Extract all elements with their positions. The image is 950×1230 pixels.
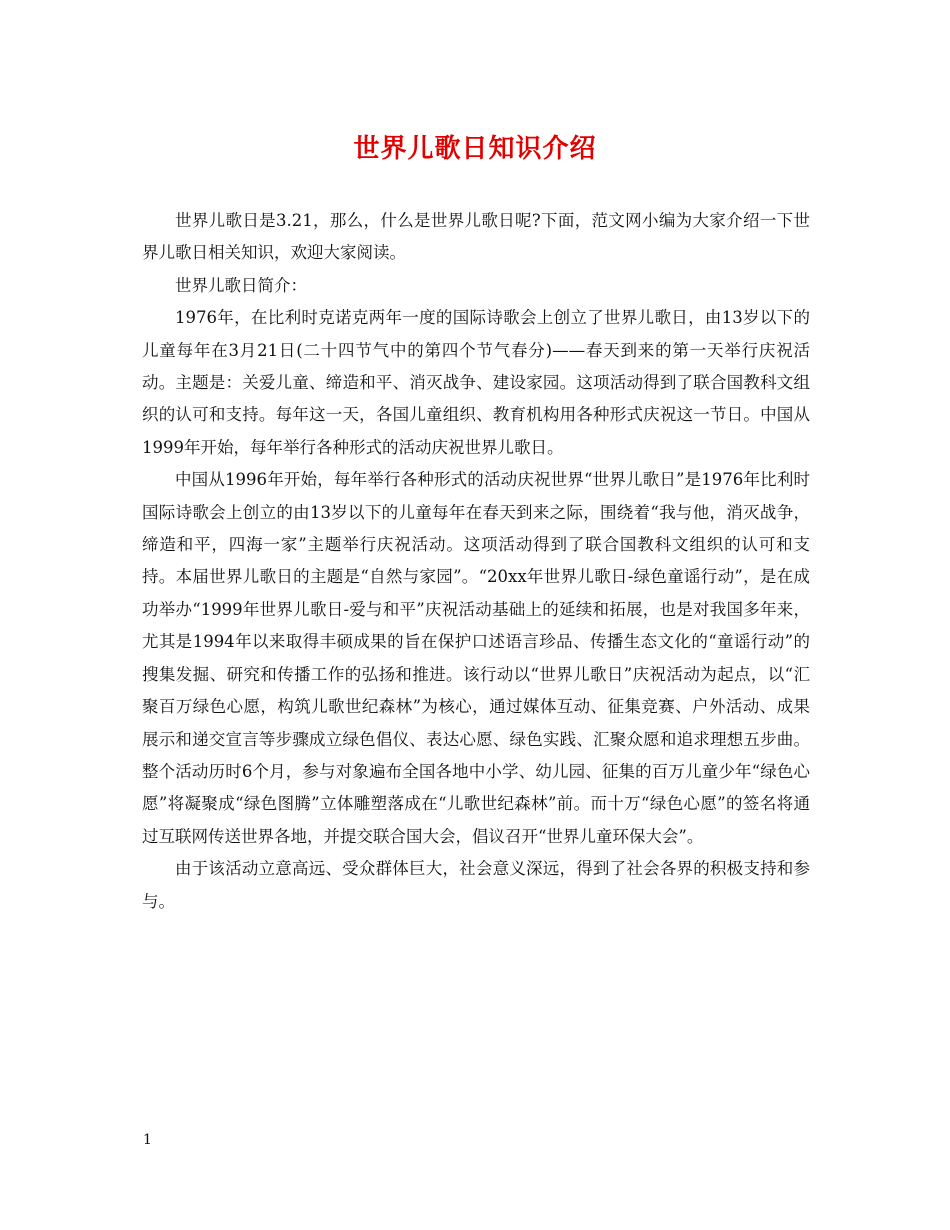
document-body xyxy=(142,205,810,918)
document-title: 世界儿歌日知识介绍 xyxy=(353,134,597,164)
paragraph-conclusion: 由于该活动立意高远、受众群体巨大，社会意义深远，得到了社会各界的积极支持和参与。 xyxy=(142,859,810,911)
paragraph-intro: 世界儿歌日是3.21，那么，什么是世界儿歌日呢?下面，范文网小编为大家介绍一下世界儿歌日相关知识，欢迎大家阅读。 xyxy=(142,211,810,263)
paragraph-history: 1976年，在比利时克诺克两年一度的国际诗歌会上创立了世界儿歌日，由13岁以下的儿童每年在3月21日(二十四节气中的第四个节气春分)——春天到来的第一天举行庆祝活动。主题是：关爱儿童、缔造和平、消灭战争、建设家园。这项活动得到了联合国教科文组织的认可和支持。每年这一天，各国儿童组织、教育机构用各种形式庆祝这一节日。中国从1999年开始，每年举行各种形式的活动庆祝世界儿歌日。 xyxy=(142,308,810,457)
paragraph-heading-summary: 世界儿歌日简介： xyxy=(175,275,307,295)
page-number: 1 xyxy=(143,1132,152,1148)
paragraph-china-activities: 中国从1996年开始，每年举行各种形式的活动庆祝世界“世界儿歌日”是1976年比利时国际诗歌会上创立的由13岁以下的儿童每年在春天到来之际，围绕着“我与他，消灭战争，缔造和平，四海一家”主题举行庆祝活动。这项活动得到了联合国教科文组织的认可和支持。本届世界儿歌日的主题是“自然与家园”。“20xx年世界儿歌日-绿色童谣行动”，是在成功举办“1999年世界儿歌日-爱与和平”庆祝活动基础上的延续和拓展，也是对我国多年来，尤其是1994年以来取得丰硕成果的旨在保护口述语言珍品、传播生态文化的“童谣行动”的搜集发掘、研究和传播工作的弘扬和推进。该行动以“世界儿歌日”庆祝活动为起点，以“汇聚百万绿色心愿，构筑儿歌世纪森林”为核心，通过媒体互动、征集竞赛、户外活动、成果展示和递交宣言等步骤成立绿色倡仪、表达心愿、绿色实践、汇聚众愿和追求理想五步曲。整个活动历时6个月，参与对象遍布全国各地中小学、幼儿园、征集的百万儿童少年“绿色心愿”将凝聚成“绿色图腾”立体雕塑落成在“儿歌世纪森林”前。而十万“绿色心愿”的签名将通过互联网传送世界各地，并提交联合国大会，倡议召开“世界儿童环保大会”。 xyxy=(142,470,810,846)
